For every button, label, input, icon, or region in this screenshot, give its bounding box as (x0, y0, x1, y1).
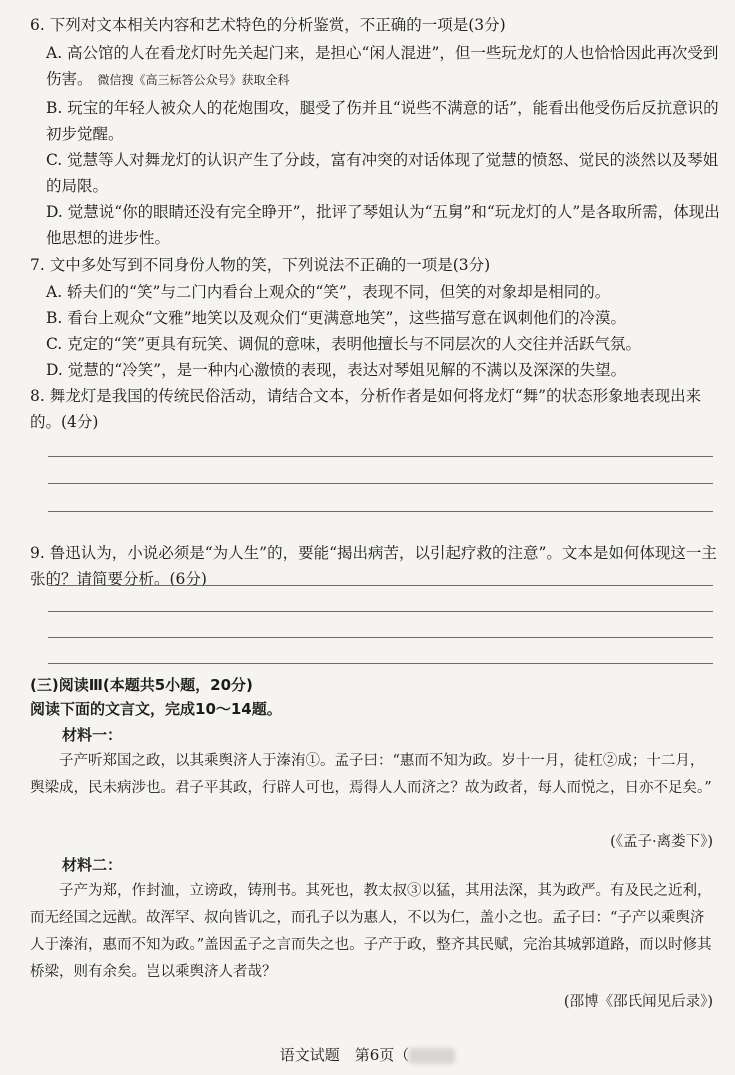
q9-answer-line-1 (48, 585, 713, 586)
section-title: (三)阅读Ⅲ(本题共5小题，20分) (30, 676, 253, 694)
material-1-text: 子产听郑国之政，以其乘舆济人于溱洧①。孟子曰：“惠而不知为政。岁十一月，徒杠②成；十二月，舆梁成，民未病涉也。君子平其政，行辟人可也，焉得人人而济之？故为政者，每人而悦之，日亦不足矣。” (30, 753, 712, 796)
footer-blur (409, 1048, 455, 1064)
q6-option-a-text: A. 高公馆的人在看龙灯时先关起门来，是担心“闲人混进”，但一些玩龙灯的人也恰恰因此再次受到伤害。 (46, 44, 719, 88)
material-2-text: 子产为郑，作封洫，立谤政，铸刑书。其死也，教太叔③以猛，其用法深，其为政严。有及民之近利，而无经国之远猷。故浑罕、叔向皆讥之，而孔子以为惠人，不以为仁，盖小之也。孟子曰：“子产以乘舆济人于溱洧，惠而不知为政。”盖因孟子之言而失之也。子产于政，整齐其民赋，完治其城郭道路，而以时修其桥梁，则有余矣。岂以乘舆济人者哉？ (30, 883, 712, 980)
q8-answer-line-3 (48, 511, 713, 512)
page-footer-text: 语文试题 第6页（ (279, 1046, 410, 1064)
q7-stem: 7. 文中多处写到不同身份人物的笑，下列说法不正确的一项是(3分) (30, 256, 491, 274)
q6-option-a (46, 40, 720, 93)
q8-stem: 8. 舞龙灯是我国的传统民俗活动，请结合文本，分析作者是如何将龙灯“舞”的状态形象地表现出来的。(4分) (30, 387, 702, 431)
q6-option-d: D. 觉慧说“你的眼睛还没有完全睁开”，批评了琴姐认为“五舅”和“玩龙灯的人”是各取所需，体现出他思想的进步性。 (46, 203, 720, 247)
page-footer (0, 1044, 735, 1065)
q8-answer-line-1 (48, 456, 713, 457)
q7-option-c: C. 克定的“笑”更具有玩笑、调侃的意味，表明他擅长与不同层次的人交往并活跃气氛。 (46, 335, 642, 353)
material-2-source: (邵博《邵氏闻见后录》) (563, 994, 713, 1010)
q6-option-c: C. 觉慧等人对舞龙灯的认识产生了分歧，富有冲突的对话体现了觉慧的愤怒、觉民的淡然以及琴姐的局限。 (46, 151, 719, 195)
q9-answer-line-4 (48, 663, 713, 664)
q7-option-b: B. 看台上观众“文雅”地笑以及观众们“更满意地笑”，这些描写意在讽刺他们的冷漠。 (46, 309, 626, 327)
q9-answer-line-2 (48, 611, 713, 612)
q9-answer-line-3 (48, 637, 713, 638)
q8-answer-line-2 (48, 483, 713, 484)
material-1-source: (《孟子·离娄下》) (610, 834, 713, 850)
material-1-label: 材料一： (62, 726, 123, 744)
watermark-text: 微信搜《高三标答公众号》获取全科 (97, 73, 290, 87)
section-instruction: 阅读下面的文言文，完成10～14题。 (30, 700, 282, 718)
q6-stem: 6. 下列对文本相关内容和艺术特色的分析鉴赏，不正确的一项是(3分) (30, 16, 506, 34)
q7-option-d: D. 觉慧的“冷笑”，是一种内心激愤的表现，表达对琴姐见解的不满以及深深的失望。 (46, 361, 627, 379)
q9-stem: 9. 鲁迅认为，小说必须是“为人生”的，要能“揭出病苦，以引起疗救的注意”。文本是如何体现这一主张的？请简要分析。(6分) (30, 544, 717, 588)
q6-option-b: B. 玩宝的年轻人被众人的花炮围攻，腿受了伤并且“说些不满意的话”，能看出他受伤后反抗意识的初步觉醒。 (46, 99, 719, 143)
material-2-label: 材料二： (62, 856, 123, 874)
q7-option-a: A. 轿夫们的“笑”与二门内看台上观众的“笑”，表现不同，但笑的对象却是相同的。 (46, 283, 611, 301)
